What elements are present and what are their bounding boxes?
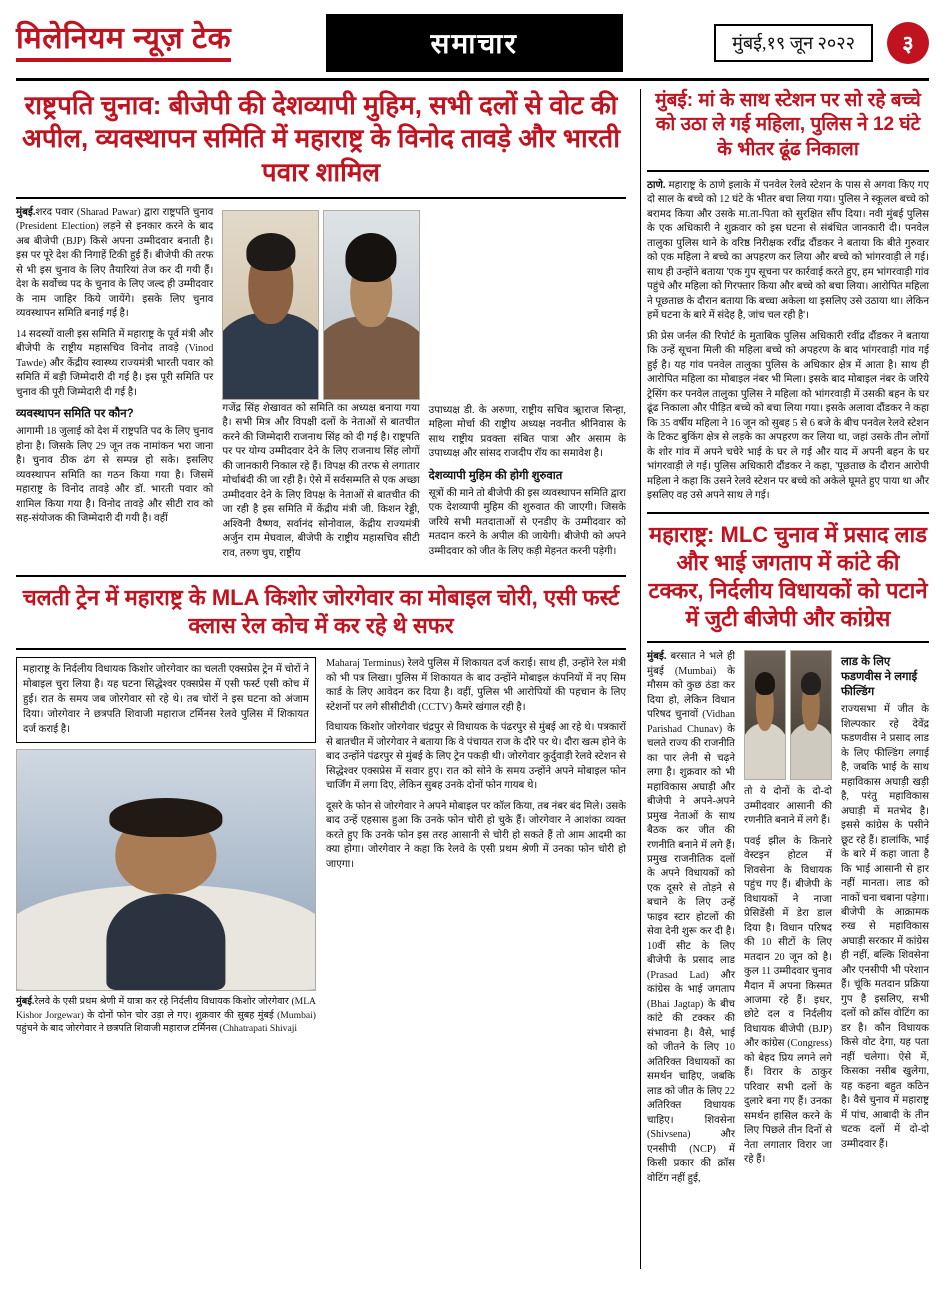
section-band [326, 14, 623, 72]
divider [16, 575, 626, 577]
divider [647, 170, 929, 172]
story4-headline: महाराष्ट्र: MLC चुनाव में प्रसाद लाड और भाई जगताप में कांटे की टक्कर, निर्दलीय विधायकों को पटाने में जुटी बीजेपी और कांग्रेस [648, 521, 928, 632]
date-area [633, 14, 930, 72]
publication-name: मिलेनियम न्यूज़ टेक [16, 24, 231, 62]
lead-subhead-1: व्यवस्थापन समिति पर कौन? [16, 408, 134, 421]
lead-photos [222, 210, 419, 400]
divider [647, 641, 929, 643]
left-column-zone [16, 89, 634, 1269]
story3-photo-caption: मुंबई.रेलवे के एसी प्रथम श्रेणी में यात्रा कर रहे निर्दलीय विधायक किशोर जोरगेवार (MLA Kishor Jorgewar) के दोनों फोन चोर उड़ा ले गए। शुक्रवार की सुबह मुंबई (Mumbai) पहुंचने के बाद जोरगेवार ने छत्रपति शिवाजी महाराज टर्मिनस (Chhatrapati Shivaji [16, 996, 316, 1035]
photo-prasad-lad [744, 650, 786, 780]
photo-kishor-jorgewar [16, 749, 316, 991]
divider [647, 512, 929, 514]
article-mlc-election [647, 521, 929, 1193]
story3-lead-box: महाराष्ट्र के निर्दलीय विधायक किशोर जोरगेवार का चलती एक्सप्रेस ट्रेन में चोरों ने मोबाइल चुरा लिया है। यह घटना सिद्धेश्वर एक्सप्रेस में एसी फर्स्ट एसी कोच में हुई। रात के समय जब जोरगेवार सो रहे थे। तब चोरों ने इस घटना को अंजाम दिया। जोरगेवार ने छत्रपति शिवाजी महाराज टर्मिनस रेलवे पुलिस में शिकायत दर्ज कराई है। [16, 657, 316, 743]
paragraph: Maharaj Terminus) रेलवे पुलिस में शिकायत दर्ज कराई। साथ ही, उन्होंने रेल मंत्री को भी पत्र लिखा। पुलिस में शिकायत के बाद उन्होंने मोबाइल कंपनियों में नए सिम कार्ड के लिए आवेदन कर दिया है। वहीं, पुलिस भी आरोपियों की पहचान के लिए स्टेशनों पर लगे सीसीटीवी (CCTV) कैमरे खंगाल रही है। [326, 658, 626, 713]
story4-col-1 [647, 650, 735, 1192]
story4-col-2 [744, 650, 832, 1192]
paragraph: विधायक किशोर जोरगेवार चंद्रपुर से विधायक के पंढरपुर से मुंबई आ रहे थे। पत्रकारों से बातचीत में जोरगेवार ने बताया कि वे पंचायत राज के दौरे पर थे। दौरा खत्म होने के बाद उन्होंने पंढरपुर से मुंबई के लिए ट्रेन पकड़ी थी। जोरगेवार कुर्दुवाड़ी रेलवे स्टेशन से सिद्धेश्वर एक्सप्रेस में सवार हुए। रात को सोने के समय उन्होंने अपने मोबाइल फोन चार्जिंग में लगा दिए, लेकिन सुबह उनके दोनों फोन गायब थे। [326, 722, 626, 792]
page-content [16, 89, 929, 1269]
masthead [16, 14, 929, 81]
lead-headline: राष्ट्रपति चुनाव: बीजेपी की देशव्यापी मुहिम, सभी दलों से वोट की अपील, व्यवस्थापन समिति में महाराष्ट्र के विनोद तावड़े और भारती पवार शामिल [22, 90, 620, 187]
right-headline: मुंबई: मां के साथ स्टेशन पर सो रहे बच्चे को उठा ले गई महिला, पुलिस ने 12 घंटे के भीतर ढूंढ निकाला [655, 90, 921, 160]
paragraph: गजेंद्र सिंह शेखावत को समिति का अध्यक्ष बनाया गया है। सभी मित्र और विपक्षी दलों के नेताओं से बातचीत करने की जिम्मेदारी राजनाथ सिंह को दी गई है। राष्ट्रपति पर पर योग्य उम्मीदवार देने के लिए राजनाथ सिंह लोगों की जानकारी निकाल रहे हैं। विपक्ष की तरफ से लगातार मोर्चाबंदी की जा रही है। ऐसे में सर्वसम्मति से एक अच्छा उम्मीदवार देने के लिए विपक्ष के नेताओं से बातचीत की जा रही है इस समिति में केंद्रीय मंत्री जी. किशन रेड्डी, अश्विनी वैष्णव, सर्वानंद सोनोवाल, केंद्रीय राज्यमंत्री अर्जुन राम मेघवाल, बीजेपी के राष्ट्रीय महासचिव सीटी राव, तरुण चुघ, राष्ट्रीय [222, 402, 420, 559]
paragraph: मुंबई. बरसात ने भले ही मुंबई (Mumbai) के मौसम को कुछ ठंडा कर दिया हो, लेकिन विधान परिषद चुनावों (Vidhan Parishad Chunav) के चलते राज्य की राजनीति का पार लेनी से चढ़ने लगा है। शुक्रवार को भी महाविकास अघाड़ी और बीजेपी ने अपने-अपने प्रमुख नेताओं के साथ बैठक कर जीत की रणनीति बनाने में लगे हैं। प्रमुख राजनीतिक दलों के अपने विधायकों को एक दूसरे से तोड़ने से बचाने के लिए उन्हें फाइव स्टार होटलों की सेवा देनी शुरू कर दी है। 10वीं सीट के लिए बीजेपी के प्रसाद लाड (Prasad Lad) और कांग्रेस के भाई जगताप (Bhai Jagtap) के बीच कांटे की टक्कर की संभावना है। वैसे, भाई को जीतने के लिए 10 अतिरिक्त विधायकों का समर्थन चाहिए, जबकि लाड को जीत के लिए 22 अतिरिक्त विधायक चाहिए। शिवसेना (Shivsena) और एनसीपी (NCP) में किसी प्रकार की क्रॉस वोटिंग नहीं हुई, [647, 651, 735, 1184]
section-title: समाचार [430, 28, 518, 59]
story3-headline: चलती ट्रेन में महाराष्ट्र के MLA किशोर जोरगेवार का मोबाइल चोरी, एसी फर्स्ट क्लास रेल कोच में कर रहे थे सफर [22, 585, 620, 639]
paragraph: तो ये दोनों के दो-दो उम्मीदवार आसानी की रणनीति बनाने में लगे हैं। [744, 786, 832, 827]
divider [16, 648, 626, 650]
story3-columns [16, 657, 626, 1045]
story3-col-2 [326, 657, 626, 1045]
story4-col-3 [841, 650, 929, 1192]
paragraph: ठाणे. महाराष्ट्र के ठाणे इलाके में पनवेल रेलवे स्टेशन के पास से अगवा किए गए दो साल के बच्चे को 12 घंटे के भीतर बचा लिया गया। पुलिस ने स्कूलल बच्चे को बरामद किया और उसके मा.ता-पिता को सुरक्षित सौंप दिया। नवी मुंबई पुलिस के एक अधिकारी ने शुक्रवार को इस घटना से संबंधित जानकारी दी। पनवेल तालुका पुलिस थाने के वरिष्ठ निरीक्षक रवींद्र दौंडकर ने बताया कि बीते गुरुवार को एक महिला ने बच्चे का अपहरण कर लिया और बच्चे को भांगरवाड़ी ले गई। साथ ही उन्होंने बताया 'एक गुप सूचना पर कार्रवाई करते हुए, हम भांगरवाड़ी गांव पहुंचे और महिला को गिरफ्तार किया और बच्चे को बचा लिया। आरोपित महिला ने पूछताछ के दौरान बताया कि बच्चा अकेला था इसलिए उसे उठाया था। लेकिन हमें घटना के बारे में संदेह है, जांच चल रही है'। [647, 179, 929, 322]
paragraph: पवई झील के किनारे वेस्टइन होटल में शिवसेना के विधायक पहुंच गए हैं। बीजेपी के विधायकों ने नाजा प्रेसिडेंसी में डेरा डाल दिया है। विधान परिषद की 10 सीटों के लिए मतदान 20 जून को है। कुल 11 उम्मीदवार चुनाव मैदान में अपना किस्मत आजमा रहे हैं। इधर, छोटे दल व निर्दलीय विधायक बीजेपी (BJP) और कांग्रेस (Congress) को बेहद प्रिय लगने लगे हैं। विरार के ठाकुर परिवार सभी दलों के दुलारे बना गए हैं। उनका समर्थन हासिल करने के लिए पिछले तीन दिनों से नेता लगातार विरार जा रहे हैं। [744, 835, 832, 1166]
photo-vinod-tawde [222, 210, 319, 400]
paragraph: मुंबई.शरद पवार (Sharad Pawar) द्वारा राष्ट्रपति चुनाव (President Election) लड़ने से इनकार करने के बाद अब बीजेपी (BJP) किसे अपना उम्मीदवार बनाती है। इस पर पूरे देश की निगाहें टिकी हुई हैं। बीजेपी की तरफ से भी इस चुनाव के लिए तैयारियां तेज कर दी गयी हैं। देश के सर्वोच्च पद के चुनाव के लिए जल्द ही उम्मीदवार के नाम जाहिर किये जायेंगे। इसके लिए चुनाव व्यवस्थापन समिति बनाई गई है। [16, 206, 214, 320]
vertical-divider [640, 89, 641, 1269]
page-number-badge: ३ [887, 22, 929, 64]
paragraph: फ्री प्रेस जर्नल की रिपोर्ट के मुताबिक पुलिस अधिकारी रवींद्र दौंडकर ने बताया कि उन्हें सूचना मिली की महिला बच्चे को अपहरण के बाद भांगरवाड़ी गांव गई हुई है। यह गांव पनवेल तालुका पुलिस के अधिकार क्षेत्र में आता है। साथ ही आरोपित महिला का मोबाइल नंबर भी मिला। इसके बाद मोबाइल नंबर के जरिये ट्रेसिंग कर पनवेल तालुका पुलिस ने महिला को भांगरवाड़ी में उसकी बहन के घर ढूंढ निकाला और पीड़ित बच्चे को बचा लिया गया। इसके अलावा दौंडकर ने कहा कि 35 वर्षीय महिला ने 16 जून को सुबह 5 से 6 बजे के बीच पनवेल रेलवे स्टेशन के टिकट बुकिंग क्षेत्र से लड़के का अपहरण कर लिया था, जहां उसके तीन लोगों के शोर गांव में अपने चचेरे भाई के घर ले गई और याद में अपनी बहन के घर भांगरवाड़ी ले गई। पुलिस अधिकारी दौंडकर ने कहा, 'पूछताछ के दौरान आरोपी महिला ने कहा कि उसने रेलवे स्टेशन पर बच्चे को अकेले घूमते हुए पाया था और इसलिए वह उसे अपने साथ ले गई। [647, 330, 929, 502]
paragraph: सूत्रों की माने तो बीजेपी की इस व्यवस्थापन समिति द्वारा एक देशव्यापी मुहिम की शुरुवात की जाएगी। जिसके जरिये सभी मतदाताओं से एनडीए के उम्मीदवार को मतदान करने के अपील की जायेगी। बीजेपी को अपने उम्मीदवार को जीत के लिए कड़ी मेहनत करनी पड़ेगी। [428, 487, 626, 557]
story4-photos [744, 650, 832, 780]
story3-col-1 [16, 657, 316, 1045]
paragraph: 14 सदस्यों वाली इस समिति में महाराष्ट्र के पूर्व मंत्री और बीजेपी के राष्ट्रीय महासचिव विनोद तावड़े (Vinod Tawde) और केंद्रीय स्वास्थ्य राज्यमंत्री भारती पवार को समिति में बड़ी जिम्मेदारी दी गई है। इस पूरी समिति पर चुनाव की पूरी जिम्मेदारी दी गई है। [16, 328, 214, 398]
edition-date: मुंबई,१९ जून २०२२ [714, 24, 873, 62]
paragraph: दूसरे के फोन से जोरगेवार ने अपने मोबाइल पर कॉल किया, तब नंबर बंद मिले। उसके बाद उन्हें एहसास हुआ कि उनके फोन चोरी हो चुके हैं। जोरगेवार ने आशंका व्यक्त करते हुए कि उनके फोन इस तरह आसानी से चोरी हो सकते हैं तो आम आदमी का क्या होगा। जोरगेवार ने कहा कि रेलवे के एसी प्रथम श्रेणी में उनका फोन चोरी हो जाएगा। [326, 800, 626, 870]
photo-bharati-pawar [323, 210, 420, 400]
article-child-kidnap [647, 89, 929, 504]
photo-caption: उपाध्यक्ष डी. के अरुणा, राष्ट्रीय सचिव ऋ्राराज सिन्हा, महिला मोर्चा की राष्ट्रीय अध्यक्ष नवनीत श्रीनिवास के साथ राष्ट्रीय प्रवक्ता संबित पात्रा और असाम के उपाध्यक्ष और सांसद राजदीप रॉय का समावेश है। [428, 404, 626, 460]
lead-subhead-2: देशव्यापी मुहिम की होगी शुरुवात [428, 469, 563, 482]
lead-body-columns [16, 206, 626, 567]
lead-col-3 [429, 206, 626, 567]
lead-col-2 [222, 206, 419, 567]
lead-col-1 [16, 206, 213, 567]
right-column-zone [647, 89, 929, 1269]
divider [16, 197, 626, 199]
story4-subhead: लाड के लिए फडणवीस ने लगाई फील्डिंग [841, 656, 918, 699]
article-mla-mobile-theft [16, 584, 626, 1045]
photo-bhai-jagtap [790, 650, 832, 780]
paragraph: आगामी 18 जुलाई को देश में राष्ट्रपति पद के लिए चुनाव होना है। जिसके लिए 29 जून तक नामांकन भरा जाना है। चुनाव ठीक ढंग से सम्पन्न हो सके। इसलिए व्यवस्थापन समिति का गठन किया गया है। जिसमें महाराष्ट्र के विनोद तावड़े और डॉ. भारती पवार को शामिल किया गया है। विनोद तावड़े और सीटी राव को सह-संयोजक की जिम्मेदारी दी गयी है। वहीं [16, 426, 214, 524]
article-lead [16, 89, 626, 567]
story4-columns [647, 650, 929, 1192]
paragraph: राज्यसभा में जीत के शिल्पकार रहे देवेंद्र फडणवीस ने प्रसाद लाड के लिए फील्डिंग लगाई है, जबकि भाई के साथ महाविकास अघाड़ी खड़ी है, परंतु महाविकास अघाड़ी में मतभेद है। इससे कांग्रेस के पसीने छूट रहे हैं। हालांकि, भाई के बारे में कहा जाता है कि भाई आसानी से हार नहीं मानता। लाड को नाकों चना चबाना पड़ेगा। बीजेपी के आक्रामक रुख से महाविकास अघाड़ी सरकार में कांग्रेस ही नहीं, बल्कि शिवसेना और एनसीपी भी परेशान हैं। चूंकि मतदान प्रक्रिया गुप है इसलिए, सभी दलों को क्रॉस वोटिंग का डर है। कौन विधायक किसे वोट देगा, यह पता नहीं चलेगा। ऐसे में, किसका नसीब खुलेगा, यह कहना बहुत कठिन है। वैसे चुनाव में महाराष्ट्र में पांच, आबादी के तीन चटक दलों में दो-दो उम्मीदवार हैं। [841, 704, 929, 1150]
publication-logo [16, 14, 316, 72]
